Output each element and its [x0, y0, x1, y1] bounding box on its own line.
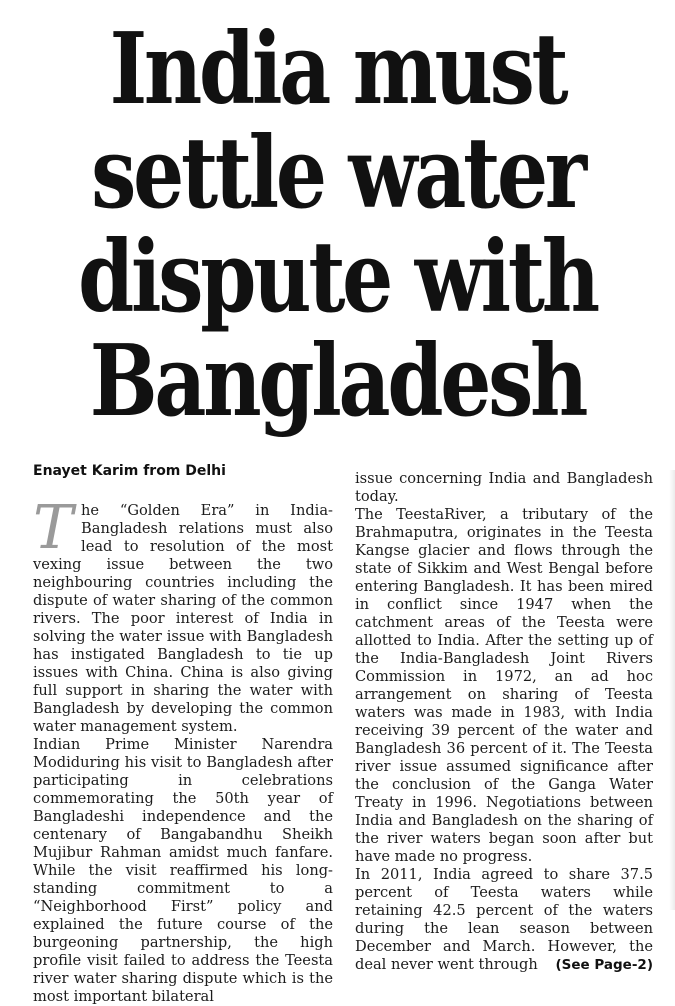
article-paragraph-1-text: he “Golden Era” in India-Bangladesh relations must also lead to resolution of the most vexing issue between the two neighbouring countries including the dispute of water sharing of the common rivers. The poor interest of India in solving the water issue with Bangladesh has instigated Bangladesh to tie up issues with China. China is also giving full support in sharing the water with Bangladesh by developing the common water management system.: [33, 502, 333, 735]
drop-cap: T: [33, 493, 74, 563]
byline: Enayet Karim from Delhi: [33, 463, 226, 479]
headline: [0, 12, 675, 439]
article-paragraph-5: [355, 866, 653, 974]
article-column-right: [355, 470, 653, 974]
headline-line-3: dispute with: [78, 220, 597, 335]
headline-line-1: India must: [109, 12, 566, 127]
article-paragraph-5-text: In 2011, India agreed to share 37.5 percent of Teesta waters while retaining 42.5 percent of the waters during the lean season between December and March. However, the deal never went through: [355, 866, 653, 973]
headline-line-2: settle water: [91, 116, 584, 231]
article-paragraph-4: The TeestaRiver, a tributary of the Brahmaputra, originates in the Teesta Kangse glacier and flows through the state of Sikkim and West Bengal before entering Bangladesh. It has been mired in conflict since 1947 when the catchment areas of the Teesta were allotted to India. After the setting up of the India-Bangladesh Joint Rivers Commission in 1972, an ad hoc arrangement on sharing of Teesta waters was made in 1983, with India receiving 39 percent of the water and Bangladesh 36 percent of it. The Teesta river issue assumed significance after the conclusion of the Ganga Water Treaty in 1996. Negotiations between India and Bangladesh on the sharing of the river waters began soon after but have made no progress.: [355, 506, 653, 865]
continued-on-page-link[interactable]: (See Page-2): [555, 957, 653, 973]
article-column-left: [33, 462, 333, 1006]
article-paragraph-1: [33, 493, 333, 736]
article-paragraph-2: Indian Prime Minister Narendra Modiduring his visit to Bangladesh after participating in celebrations commemorating the 50th year of Bangladeshi independence and the centenary of Bangabandhu Sheikh Mujibur Rahman amidst much fanfare. While the visit reaffirmed his long-standing commitment to a “Neighborhood First” policy and explained the future course of the burgeoning partnership, the high profile visit failed to address the Teesta river water sharing dispute which is the most important bilateral: [33, 736, 333, 1005]
headline-line-4: Bangladesh: [89, 324, 586, 439]
article-paragraph-3: issue concerning India and Bangladesh today.: [355, 470, 653, 505]
page-edge-shadow: [669, 470, 675, 910]
